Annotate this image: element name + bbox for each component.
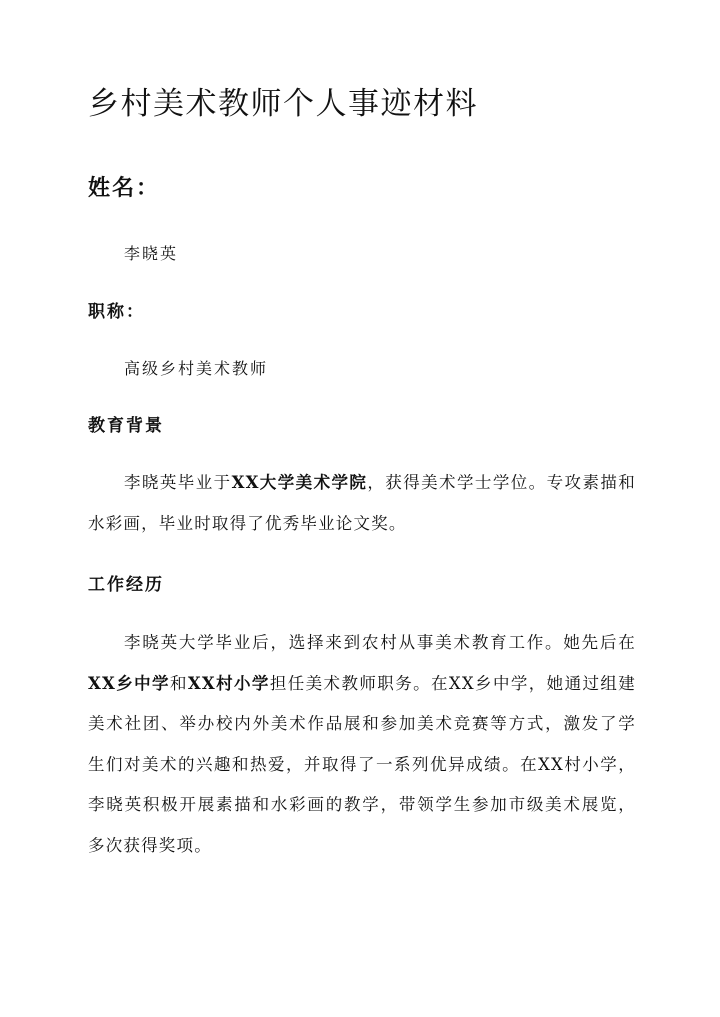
document-title: 乡村美术教师个人事迹材料	[88, 86, 478, 122]
work-and: 和	[169, 673, 188, 693]
work-school1: XX乡中学	[88, 673, 170, 693]
position-value: 高级乡村美术教师	[124, 359, 269, 378]
education-paragraph	[88, 463, 636, 544]
education-school: XX大学美术学院	[231, 473, 368, 492]
work-text-part2: 担任美术教师职务。在XX乡中学，她通过组建美术社团、举办校内外美术作品展和参加美术竞赛等方式，激发了学生们对美术的兴趣和热爱，并取得了一系列优异成绩。在XX村小学，李晓英积极开展素描和水彩画的教学，带领学生参加市级美术展览，多次获得奖项。	[88, 673, 637, 855]
name-value: 李晓英	[124, 244, 179, 263]
work-paragraph	[88, 623, 636, 866]
work-text-part1: 李晓英大学毕业后，选择来到农村从事美术教育工作。她先后在	[124, 633, 636, 652]
education-text-part1: 李晓英毕业于	[124, 473, 232, 492]
work-heading: 工作经历	[88, 575, 164, 595]
position-label: 职称：	[88, 302, 145, 322]
work-school2: XX村小学	[187, 673, 270, 693]
education-text-part2: ，获得美术学士学位。专攻素描和水彩画，毕业时取得了优秀毕业论文奖。	[88, 473, 636, 533]
name-label: 姓名：	[88, 175, 161, 201]
education-heading: 教育背景	[88, 416, 164, 436]
